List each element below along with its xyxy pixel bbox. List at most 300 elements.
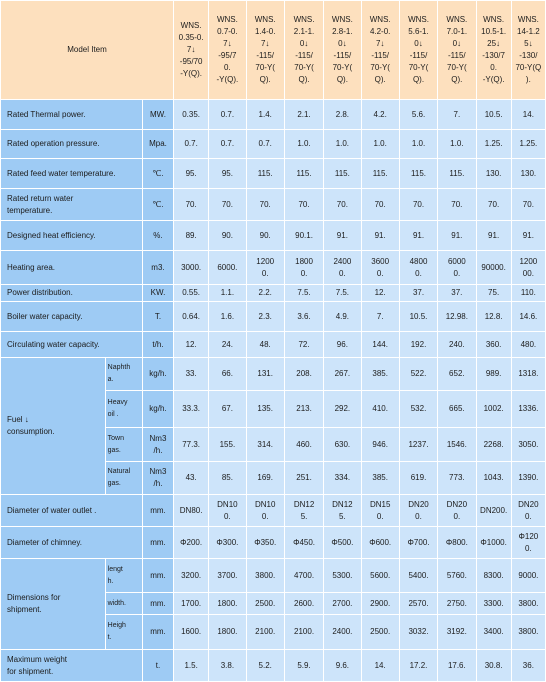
dimension-type-line: width. [107,599,126,607]
value-cell: 460. [284,428,323,462]
model-name-line: -115/ [256,51,275,60]
power-distribution-row [1,285,546,302]
value-cell: 9000. [511,559,545,593]
shipment-dimension-row [1,559,546,593]
header-row [1,1,546,100]
value-cell [284,527,323,559]
value-cell [209,251,246,285]
model-header-cell [324,1,361,100]
value-line: 6000 [447,256,466,266]
value-cell: 91. [361,221,399,251]
value-cell: 522. [399,358,437,391]
value-cell: 267. [324,358,361,391]
row-label: Diameter of chimney. [1,527,143,559]
value-cell: 12.98. [438,302,476,332]
value-cell: 77.3. [174,428,209,462]
row-label: Rated feed water temperature. [1,159,143,189]
value-cell: 3192. [438,615,476,650]
value-cell: 90.1. [284,221,323,251]
value-cell: 3800. [246,559,284,593]
value-cell: 1.0. [324,130,361,159]
value-cell: 619. [399,462,437,495]
value-cell [476,527,511,559]
value-line: 00. [522,268,534,278]
row-label-line: consumption. [7,427,55,436]
model-name-line: 7↓ [223,39,232,48]
thermal-power-row [1,100,546,130]
unit-line: /h. [153,479,163,488]
operation-pressure-row [1,130,546,159]
model-header-cell [399,1,437,100]
value-line: 0. [415,268,422,278]
model-name-line: 5.6-1. [408,27,429,36]
value-line: 0. [376,268,384,278]
model-name-line: 2.1-1. [293,27,315,36]
model-name-line: 25↓ [487,39,501,48]
value-cell: 2900. [361,593,399,615]
value-cell: 95. [174,159,209,189]
model-name-line: 7↓ [260,39,270,48]
value-line: Φ450. [293,537,316,547]
value-cell: 2.1. [284,100,323,130]
value-cell: 3300. [476,593,511,615]
value-cell: 89. [174,221,209,251]
value-cell: 314. [246,428,284,462]
value-line: 2400 [333,256,352,266]
row-label-line: Rated return water [7,193,74,203]
fuel-type [105,462,142,495]
model-name-line: 70-Y( [408,63,429,72]
fuel-type-line: Heavy [107,399,128,406]
value-cell: 155. [209,428,246,462]
value-cell: 8300. [476,559,511,593]
value-cell: 17.6. [438,650,476,682]
value-cell: 72. [284,332,323,358]
model-name-line: WNS. [369,15,391,24]
value-cell: 70. [511,189,545,221]
value-cell: 2100. [284,615,323,650]
unit-cell: mm. [142,593,173,615]
value-cell: 115. [324,159,361,189]
row-label [1,358,106,495]
row-label: Boiler water capacity. [1,302,143,332]
dimension-type-line: lengt [107,565,123,573]
row-label: Designed heat efficiency. [1,221,143,251]
model-name-line: -95/7 [218,51,237,60]
value-cell [399,495,437,527]
value-cell: 5.9. [284,650,323,682]
model-header-cell [361,1,399,100]
value-line: 5. [300,511,308,521]
value-cell: 3.6. [284,302,323,332]
value-cell: 12. [361,285,399,302]
unit-line: /h. [153,445,163,455]
model-name-line: 70-Y( [370,63,390,72]
fuel-type [105,428,142,462]
value-cell: 131. [246,358,284,391]
fuel-type-line: oil . [107,411,119,418]
model-name-line: ). [525,75,531,84]
model-name-line: 2.8-1. [332,27,353,36]
value-cell: 91. [476,221,511,251]
model-name-line: WNS. [331,15,353,24]
row-label: Circulating water capacity. [1,332,143,358]
unit-cell [142,391,173,428]
value-cell: 9.6. [324,650,361,682]
value-cell: 95. [209,159,246,189]
value-cell: 2750. [438,593,476,615]
value-line: DN80. [179,505,203,515]
value-cell: 10.5. [476,100,511,130]
dimension-type-line: h. [107,577,114,585]
value-cell [438,527,476,559]
value-cell: 70. [399,189,437,221]
value-cell [284,251,323,285]
value-cell: 12. [174,332,209,358]
value-cell: 70. [209,189,246,221]
value-line: Φ600. [369,537,392,547]
value-cell: 7.5. [324,285,361,302]
value-cell [209,495,246,527]
unit-cell: m3. [142,251,173,285]
chimney-diameter-row [1,527,546,559]
value-line: 0. [525,511,532,521]
row-label [1,650,143,682]
return-water-temp-row [1,189,546,221]
row-label-line: Maximum weight [7,654,68,664]
value-cell: 24. [209,332,246,358]
fuel-type [105,391,142,428]
row-label: Rated operation pressure. [1,130,143,159]
value-cell: 1.5. [174,650,209,682]
unit-cell: ℃. [142,159,173,189]
model-header-cell [284,1,323,100]
value-cell: 532. [399,391,437,428]
value-cell: 115. [246,159,284,189]
model-header-cell [209,1,246,100]
circulating-water-capacity-row [1,332,546,358]
value-line: 3000. [181,262,202,272]
row-label: Diameter of water outlet . [1,495,143,527]
value-line: DN200. [480,505,508,515]
dimension-type [105,615,142,650]
value-cell: 213. [284,391,323,428]
model-item-header: Model Item [1,1,174,100]
value-line: 0. [339,268,346,278]
value-cell: 2.3. [246,302,284,332]
feed-water-temp-row [1,159,546,189]
model-name-line: -115/ [371,51,389,60]
dimension-type-line: Heigh [107,622,126,629]
unit-cell: mm. [142,527,173,559]
value-cell: 652. [438,358,476,391]
value-cell: 5300. [324,559,361,593]
model-name-line: WNS. [446,15,468,24]
model-name-line: 0↓ [338,39,347,48]
value-cell: 43. [174,462,209,495]
model-name-line: 10.5-1. [481,27,507,36]
value-line: 4800 [409,256,428,266]
model-name-line: 0↓ [414,39,423,48]
value-cell [174,495,209,527]
value-cell: 5760. [438,559,476,593]
value-cell: 630. [324,428,361,462]
value-cell: 67. [209,391,246,428]
value-cell: 192. [399,332,437,358]
row-label-line: shipment. [7,605,42,614]
value-cell: 773. [438,462,476,495]
value-cell: 1336. [511,391,545,428]
value-cell: 4.9. [324,302,361,332]
unit-cell [142,462,173,495]
model-name-line: 70-Y( [447,63,467,72]
model-name-line: Q). [259,75,271,84]
value-cell [511,251,545,285]
water-outlet-diameter-row [1,495,546,527]
value-cell: 989. [476,358,511,391]
model-name-line: 5↓ [524,39,533,48]
value-cell: 410. [361,391,399,428]
value-cell: 90. [209,221,246,251]
value-cell: 240. [438,332,476,358]
value-line: 0. [261,511,269,521]
model-name-line: -Y(Q). [482,75,505,84]
value-cell: 3800. [511,615,545,650]
value-cell [246,495,284,527]
value-cell: 33.3. [174,391,209,428]
value-cell: 208. [284,358,323,391]
value-line: DN20 [408,499,429,509]
value-cell: 7. [438,100,476,130]
value-cell: 17.2. [399,650,437,682]
row-label-line: temperature. [7,205,53,215]
model-name-line: 70-Y( [294,63,314,72]
value-cell: 70. [174,189,209,221]
model-name-line: 70-Y( [255,63,275,72]
fuel-type-line: Town [107,434,124,442]
model-name-line: 1.4-0. [254,27,276,36]
value-cell: 70. [476,189,511,221]
value-cell: 135. [246,391,284,428]
value-line: DN20 [446,499,468,509]
value-cell: 91. [324,221,361,251]
value-cell: 115. [399,159,437,189]
unit-line: kg/h. [149,404,167,413]
dimension-type [105,593,142,615]
unit-cell: T. [142,302,173,332]
value-cell: 91. [511,221,545,251]
value-cell: 5600. [361,559,399,593]
value-line: DN12 [293,499,315,509]
value-cell: 251. [284,462,323,495]
model-name-line: WNS. [408,15,429,24]
value-line: 1200 [519,256,538,266]
fuel-type [105,358,142,391]
value-line: 0. [300,268,308,278]
dimension-type [105,559,142,593]
unit-cell: KW. [142,285,173,302]
value-cell [399,251,437,285]
row-label: Rated Thermal power. [1,100,143,130]
value-line: 1800 [295,256,313,266]
value-cell: 1600. [174,615,209,650]
value-cell: 1.0. [399,130,437,159]
value-line: 0. [415,511,422,521]
value-line: 0. [376,511,384,521]
value-cell: 2400. [324,615,361,650]
model-name-line: -Y(Q). [216,75,239,84]
value-cell: 85. [209,462,246,495]
model-name-line: Q). [374,75,386,84]
model-name-line: -130/ [519,51,538,60]
fuel-type-line: gas. [107,480,121,487]
model-header-cell [174,1,209,100]
value-cell: 0.7. [174,130,209,159]
value-line: Φ200. [180,537,203,547]
value-cell: 3800. [511,593,545,615]
model-name-line: 14-1.2 [517,27,540,36]
unit-line: Nm3 [149,467,167,476]
value-cell: 1318. [511,358,545,391]
value-cell: 2570. [399,593,437,615]
value-cell: 2500. [246,593,284,615]
fuel-type-line: a. [107,376,114,383]
value-cell [324,251,361,285]
value-cell: 1.0. [438,130,476,159]
value-cell: 30.8. [476,650,511,682]
model-name-line: WNS. [254,15,276,24]
value-cell: 3400. [476,615,511,650]
value-cell: 1.0. [284,130,323,159]
value-cell: 70. [361,189,399,221]
unit-cell: mm. [142,615,173,650]
value-cell: 385. [361,358,399,391]
fuel-consumption-row [1,358,546,391]
value-cell: 2.8. [324,100,361,130]
value-cell: 3050. [511,428,545,462]
value-cell: 130. [511,159,545,189]
value-cell: 14.6. [511,302,545,332]
value-cell: 130. [476,159,511,189]
model-header-cell [438,1,476,100]
row-label-line: Dimensions for [7,593,61,602]
boiler-water-capacity-row [1,302,546,332]
fuel-type-line: gas. [107,446,121,454]
unit-cell: MW. [142,100,173,130]
row-label-line: Fuel ↓ [7,415,29,424]
value-cell: 70. [438,189,476,221]
value-line: 90000. [481,262,506,272]
value-cell: 115. [438,159,476,189]
value-cell: 75. [476,285,511,302]
value-cell [361,251,399,285]
value-cell: 0.64. [174,302,209,332]
unit-cell [142,428,173,462]
value-cell: 70. [324,189,361,221]
model-name-line: -115/ [333,51,352,60]
value-cell [438,251,476,285]
value-cell: 0.55. [174,285,209,302]
value-cell: 115. [284,159,323,189]
value-line: 0. [261,268,269,278]
unit-cell: t. [142,650,173,682]
model-name-line: -130/7 [482,51,505,60]
value-cell: 91. [399,221,437,251]
model-header-cell [511,1,545,100]
model-name-line: -95/70 [179,57,203,66]
value-cell: 0.7. [246,130,284,159]
value-cell: 70. [246,189,284,221]
value-cell: 5.6. [399,100,437,130]
value-cell: 665. [438,391,476,428]
heat-efficiency-row [1,221,546,251]
value-line: 0. [525,543,532,553]
model-name-line: 7↓ [375,39,385,48]
value-cell: 5400. [399,559,437,593]
value-cell [209,527,246,559]
value-line: Φ350. [254,537,277,547]
value-cell: 1.4. [246,100,284,130]
value-cell: 1390. [511,462,545,495]
value-cell [324,527,361,559]
model-header-cell [246,1,284,100]
model-name-line: 0.7-0. [217,27,238,36]
model-name-line: -115/ [295,51,313,60]
model-name-line: 0↓ [299,39,309,48]
model-name-line: Q). [298,75,310,84]
value-cell: 3700. [209,559,246,593]
model-name-line: 70-Y( [332,63,353,72]
row-label [1,559,106,650]
value-cell: 7. [361,302,399,332]
heating-area-row [1,251,546,285]
value-cell: 7.5. [284,285,323,302]
value-cell: 36. [511,650,545,682]
row-label-line: for shipment. [7,666,54,676]
value-cell: 292. [324,391,361,428]
model-name-line: Q). [451,75,463,84]
value-cell: 14. [361,650,399,682]
model-name-line: -115/ [448,51,466,60]
value-cell [324,495,361,527]
value-cell: 3200. [174,559,209,593]
value-cell: 360. [476,332,511,358]
value-cell: 1.6. [209,302,246,332]
value-cell: 14. [511,100,545,130]
value-cell: 1700. [174,593,209,615]
unit-line: Nm3 [149,433,167,443]
value-cell [246,527,284,559]
value-cell: 10.5. [399,302,437,332]
max-weight-row [1,650,546,682]
value-cell: 66. [209,358,246,391]
model-name-line: WNS. [216,15,238,24]
model-name-line: 0. [224,63,231,72]
model-name-line: -115/ [409,51,428,60]
value-line: DN10 [254,499,276,509]
model-name-line: WNS. [180,21,202,30]
value-line: DN10 [217,499,238,509]
value-cell: 33. [174,358,209,391]
value-cell: 385. [361,462,399,495]
value-cell: 1.0. [361,130,399,159]
value-cell [174,527,209,559]
value-cell: 144. [361,332,399,358]
value-cell: 4700. [284,559,323,593]
value-line: Φ800. [445,537,468,547]
value-line: 6000. [217,262,238,272]
value-line: Φ700. [407,537,430,547]
